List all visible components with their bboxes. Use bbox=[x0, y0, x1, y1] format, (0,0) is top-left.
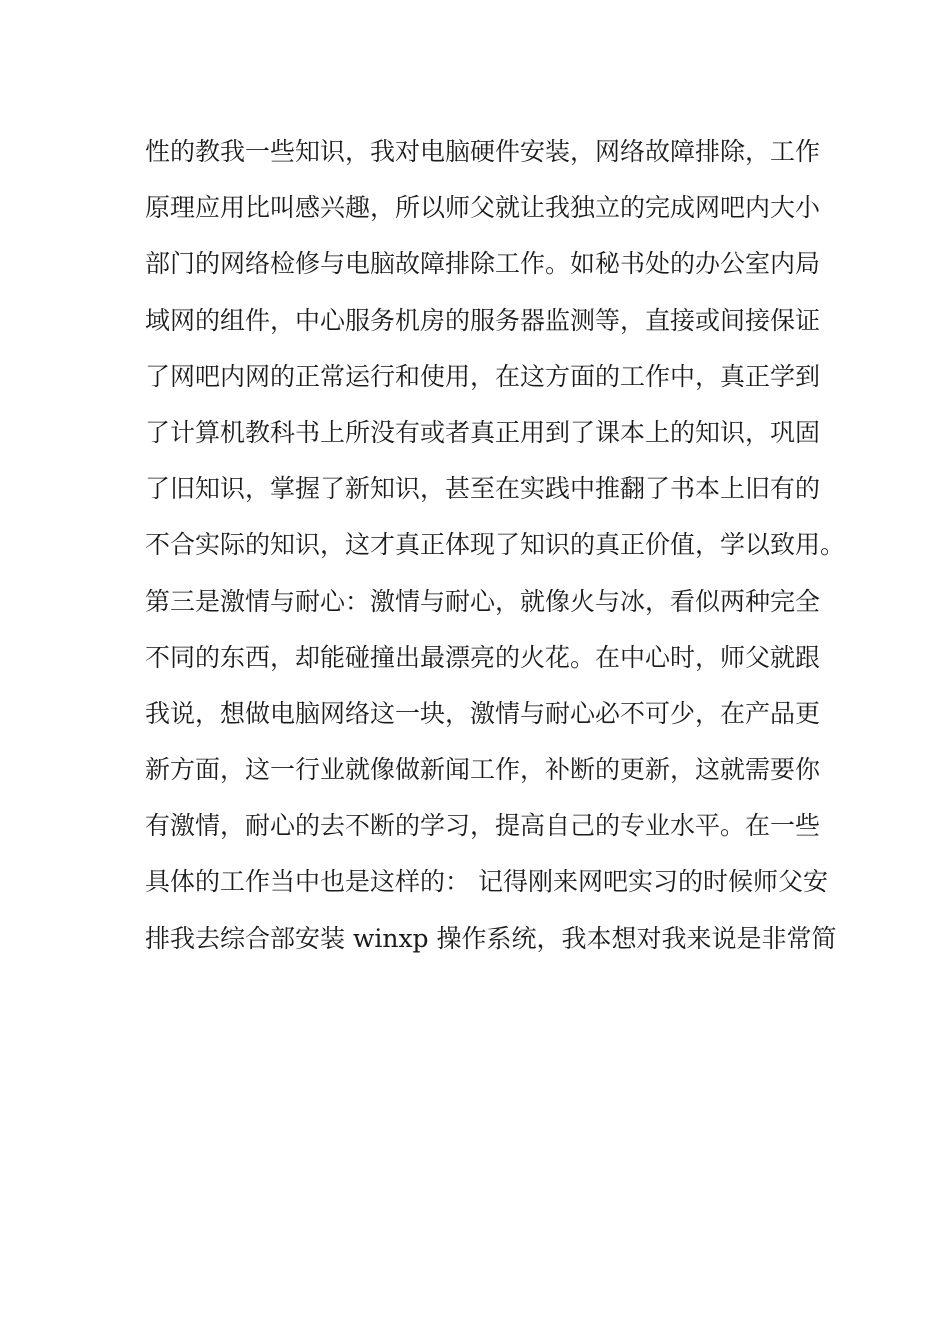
text-line: 原理应用比叫感兴趣，所以师父就让我独立的完成网吧内大小 bbox=[145, 193, 821, 223]
text-line: 新方面，这一行业就像做新闻工作，补断的更新，这就需要你 bbox=[145, 755, 821, 785]
text-line: 不合实际的知识，这才真正体现了知识的真正价值，学以致用。 bbox=[145, 530, 846, 560]
text-line: 域网的组件，中心服务机房的服务器监测等，直接或间接保证 bbox=[145, 305, 821, 335]
text-line: 了计算机教科书上所没有或者真正用到了课本上的知识，巩固 bbox=[145, 417, 821, 447]
text-line: 了旧知识，掌握了新知识，甚至在实践中推翻了书本上旧有的 bbox=[145, 474, 821, 504]
text-line: 不同的东西，却能碰撞出最漂亮的火花。在中心时，师父就跟 bbox=[145, 642, 821, 672]
text-line: 了网吧内网的正常运行和使用，在这方面的工作中，真正学到 bbox=[145, 361, 821, 391]
text-line: 性的教我一些知识，我对电脑硬件安装，网络故障排除，工作 bbox=[145, 137, 821, 166]
text-line: 有激情，耐心的去不断的学习，提高自己的专业水平。在一些 bbox=[145, 811, 821, 841]
body-text bbox=[145, 132, 846, 975]
text-line: 部门的网络检修与电脑故障排除工作。如秘书处的办公室内局 bbox=[145, 249, 821, 279]
text-line: 我说，想做电脑网络这一块，激情与耐心必不可少，在产品更 bbox=[145, 698, 821, 728]
text-line: 具体的工作当中也是这样的： 记得刚来网吧实习的时候师父安 bbox=[145, 867, 828, 897]
text-line: 排我去综合部安装 winxp 操作系统，我本想对我来说是非常简 bbox=[145, 923, 837, 953]
text-line: 第三是激情与耐心：激情与耐心，就像火与冰，看似两种完全 bbox=[145, 586, 821, 616]
